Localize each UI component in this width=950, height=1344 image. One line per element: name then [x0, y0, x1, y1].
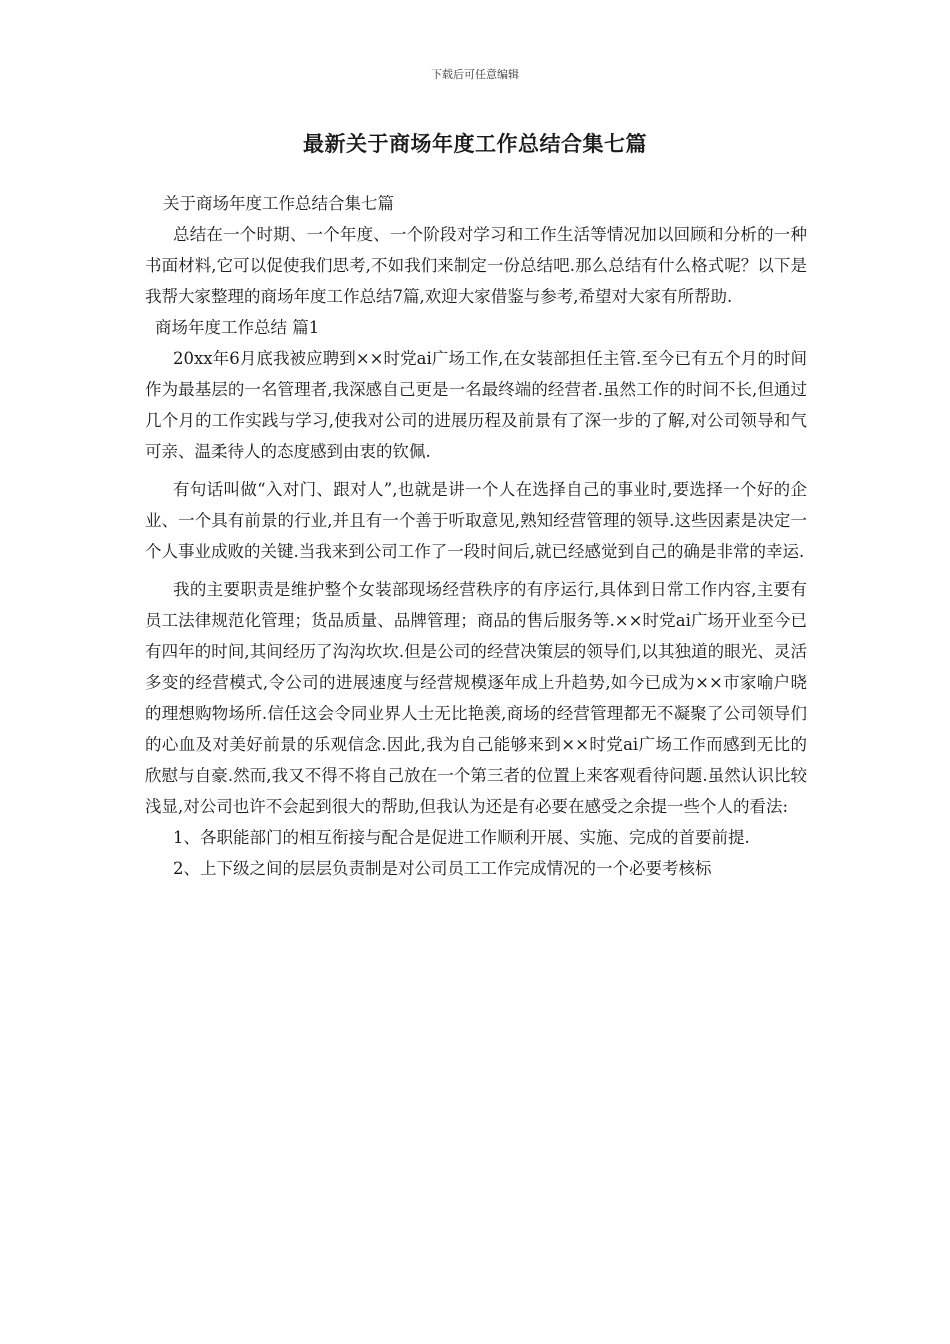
list-item: 2、上下级之间的层层负责制是对公司员工工作完成情况的一个必要考核标: [173, 859, 712, 878]
list-item: 1、各职能部门的相互衔接与配合是促进工作顺利开展、实施、完成的首要前提.: [173, 828, 750, 847]
document-title: 最新关于商场年度工作总结合集七篇: [303, 131, 647, 156]
section-heading: 商场年度工作总结 篇1: [155, 318, 320, 337]
document-subtitle: 关于商场年度工作总结合集七篇: [163, 194, 394, 213]
header-note: 下载后可任意编辑: [431, 68, 519, 81]
body-paragraph: 我的主要职责是维护整个女装部现场经营秩序的有序运行,具体到日常工作内容,主要有员工法律规范化管理；货品质量、品牌管理；商品的售后服务等.××时党ai广场开业至今已有四年的时间,其间经历了沟沟坎坎.但是公司的经营决策层的领导们,以其独道的眼光、灵活多变的经营模式,令公司的进展速度与经营规模逐年成上升趋势,如今已成为××市家喻户晓的理想购物场所.信任这会令同业界人士无比艳羡,商场的经营管理都无不凝聚了公司领导们的心血及对美好前景的乐观信念.因此,我为自己能够来到××时党ai广场工作而感到无比的欣慰与自豪.然而,我又不得不将自己放在一个第三者的位置上来客观看待问题.虽然认识比较浅显,对公司也许不会起到很大的帮助,但我认为还是有必要在感受之余提一些个人的看法:: [145, 580, 807, 816]
intro-paragraph: 总结在一个时期、一个年度、一个阶段对学习和工作生活等情况加以回顾和分析的一种书面材料,它可以促使我们思考,不如我们来制定一份总结吧.那么总结有什么格式呢？以下是我帮大家整理的商场年度工作总结7篇,欢迎大家借鉴与参考,希望对大家有所帮助.: [145, 225, 807, 306]
body-paragraph: 20xx年6月底我被应聘到××时党ai广场工作,在女装部担任主管.至今已有五个月的时间作为最基层的一名管理者,我深感自己更是一名最终端的经营者.虽然工作的时间不长,但通过几个月的工作实践与学习,使我对公司的进展历程及前景有了深一步的了解,对公司领导和气可亲、温柔待人的态度感到由衷的钦佩.: [145, 349, 807, 461]
body-paragraph: 有句话叫做“入对门、跟对人”,也就是讲一个人在选择自己的事业时,要选择一个好的企业、一个具有前景的行业,并且有一个善于听取意见,熟知经营管理的领导.这些因素是决定一个人事业成败的关键.当我来到公司工作了一段时间后,就已经感觉到自己的确是非常的幸运.: [145, 480, 807, 561]
document-body: [145, 188, 807, 884]
